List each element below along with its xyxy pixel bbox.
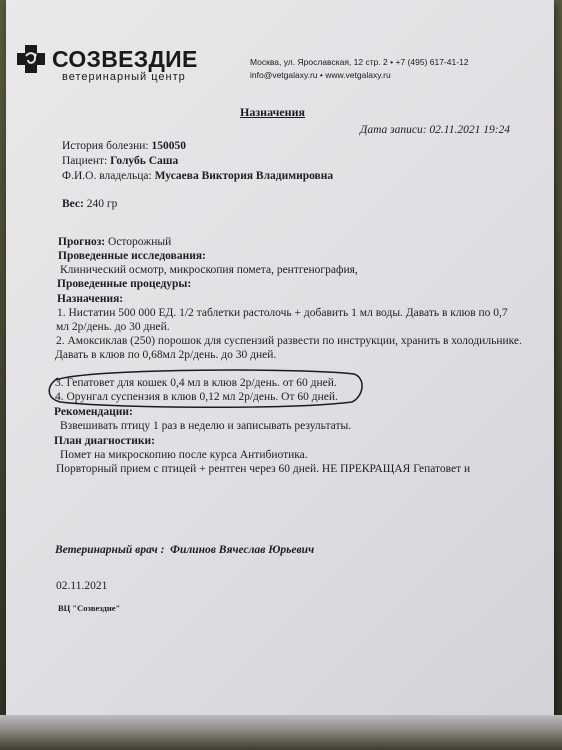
- paper-fold: [0, 715, 562, 750]
- procedures-label: Проведенные процедуры:: [57, 278, 192, 290]
- doctor-name: Филинов Вячеслав Юрьевич: [170, 544, 315, 556]
- history-line: [62, 140, 186, 152]
- handdrawn-circle-annotation: [48, 366, 366, 408]
- prescription-line: 4. Орунгал суспензия в клюв 0,12 мл 2р/день. От 60 дней.: [55, 391, 338, 403]
- doctor-line: [55, 544, 314, 556]
- diagnostics-label: План диагностики:: [54, 435, 155, 447]
- owner-label: Ф.И.О. владельца:: [62, 170, 155, 182]
- weight-label: Вес:: [62, 198, 84, 210]
- record-date: Дата записи: 02.11.2021 19:24: [360, 124, 511, 136]
- owner-name: Мусаева Виктория Владимировна: [154, 170, 334, 182]
- prescription-line: 2. Амоксиклав (250) порошок для суспензий развести по инструкции, хранить в холодильнике.: [56, 335, 522, 347]
- patient-line: [62, 155, 178, 167]
- recommendations-text: Взвешивать птицу 1 раз в неделю и записывать результаты.: [60, 420, 352, 432]
- studies-label: Проведенные исследования:: [58, 250, 206, 262]
- doctor-label: Ветеринарный врач :: [55, 544, 165, 556]
- prognosis-line: [58, 236, 171, 248]
- studies-text: Клинический осмотр, микроскопия помета, рентгенография,: [60, 264, 358, 276]
- clinic-address: Москва, ул. Ярославская, 12 стр. 2 • +7 (495) 617-41-12: [250, 57, 469, 67]
- document-title: Назначения: [240, 105, 306, 119]
- diagnostics-line: Помет на микроскопию после курса Антибиотика.: [60, 449, 308, 461]
- owner-line: [62, 170, 333, 182]
- sign-date: 02.11.2021: [56, 580, 108, 592]
- prescription-line: 3. Гепатовет для кошек 0,4 мл в клюв 2р/день. от 60 дней.: [55, 377, 337, 389]
- brand-subtitle: ветеринарный центр: [62, 71, 186, 83]
- prescription-line: мл 2р/день. до 30 дней.: [56, 321, 170, 333]
- clinic-sign: ВЦ "Созвездие": [58, 603, 121, 613]
- clinic-logo-icon: [16, 44, 46, 74]
- patient-label: Пациент:: [62, 155, 111, 167]
- prognosis-value: Осторожный: [105, 236, 172, 248]
- recommendations-label: Рекомендации:: [54, 406, 133, 418]
- patient-name: Голубь Саша: [110, 155, 179, 167]
- clinic-contacts: info@vetgalaxy.ru • www.vetgalaxy.ru: [250, 70, 391, 80]
- history-label: История болезни:: [62, 140, 152, 152]
- weight-value: 240 гр: [83, 198, 118, 210]
- diagnostics-line: Порвторный прием с птицей + рентген через 60 дней. НЕ ПРЕКРАЩАЯ Гепатовет и: [56, 463, 471, 475]
- prescriptions-label: Назначения:: [57, 293, 124, 305]
- history-number: 150050: [151, 140, 186, 152]
- weight-line: [62, 198, 117, 210]
- prognosis-label: Прогноз:: [58, 236, 106, 248]
- prescription-line: 1. Нистатин 500 000 ЕД. 1/2 таблетки растолочь + добавить 1 мл воды. Давать в клюв по 0,7: [57, 307, 508, 319]
- prescription-line: Давать в клюв по 0,68мл 2р/день. до 30 дней.: [55, 349, 277, 361]
- brand-name: СОЗВЕЗДИЕ: [52, 46, 198, 72]
